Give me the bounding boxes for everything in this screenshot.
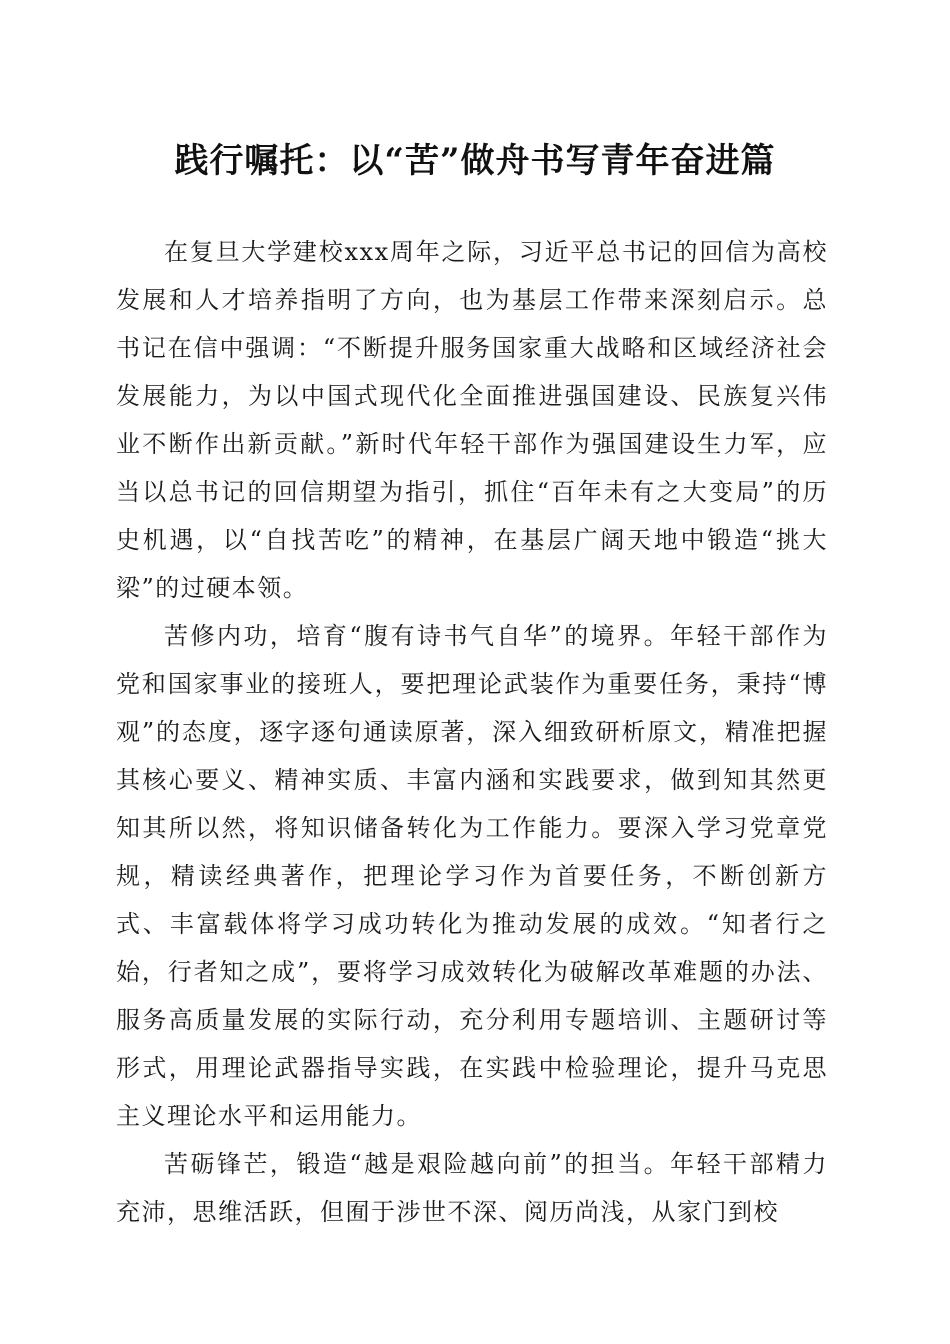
paragraph-theory-study: 苦修内功，培育“腹有诗书气自华”的境界。年轻干部作为党和国家事业的接班人，要把理论武装作为重要任务，秉持“博观”的态度，逐字逐句通读原著，深入细致研析原文，精准把握其核心要义、精神实质、丰富内涵和实践要求，做到知其然更知其所以然，将知识储备转化为工作能力。要深入学习党章党规，精读经典著作，把理论学习作为首要任务，不断创新方式、丰富载体将学习成功转化为推动发展的成效。“知者行之始，行者知之成”，要将学习成效转化为破解改革难题的办法、服务高质量发展的实际行动，充分利用专题培训、主题研讨等形式，用理论武器指导实践，在实践中检验理论，提升马克思主义理论水平和运用能力。 bbox=[116, 622, 828, 1130]
document-body bbox=[116, 228, 828, 1236]
document-title: 践行嘱托：以“苦”做舟书写青年奋进篇 bbox=[174, 141, 776, 181]
paragraph-responsibility: 苦砺锋芒，锻造“越是艰险越向前”的担当。年轻干部精力充沛，思维活跃，但囿于涉世不深、阅历尚浅，从家门到校 bbox=[116, 1150, 828, 1226]
paragraph-intro: 在复旦大学建校xxx周年之际，习近平总书记的回信为高校发展和人才培养指明了方向，也为基层工作带来深刻启示。总书记在信中强调：“不断提升服务国家重大战略和区域经济社会发展能力，为以中国式现代化全面推进强国建设、民族复兴伟业不断作出新贡献。”新时代年轻干部作为强国建设生力军，应当以总书记的回信期望为指引，抓住“百年未有之大变局”的历史机遇，以“自找苦吃”的精神，在基层广阔天地中锻造“挑大梁”的过硬本领。 bbox=[116, 238, 828, 602]
